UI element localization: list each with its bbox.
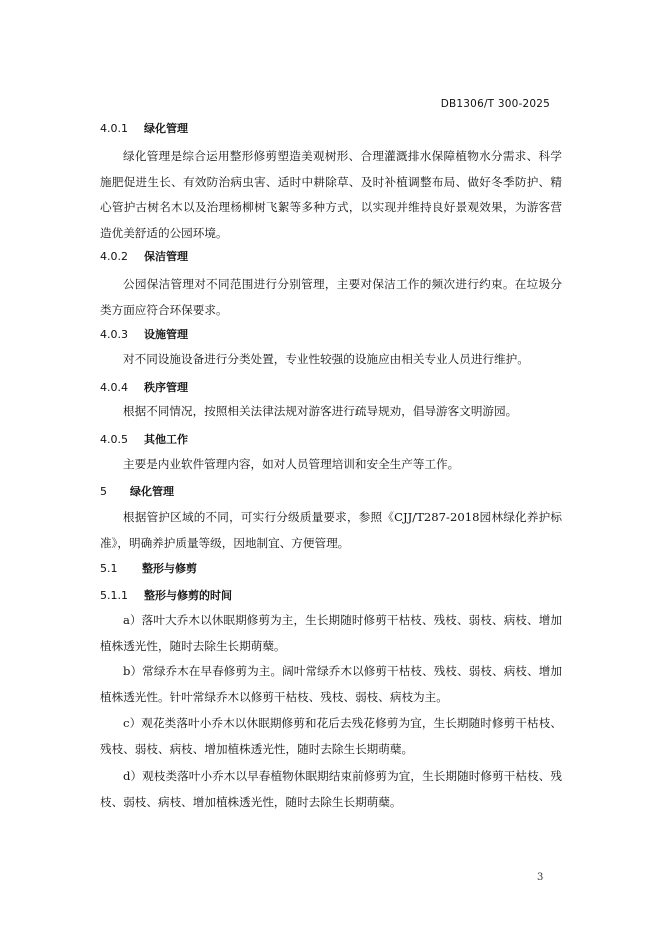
section-number: 4.0.1	[100, 122, 128, 135]
list-item-b: b）常绿乔木在早春修剪为主。阔叶常绿乔木以修剪干枯枝、残枝、弱枝、病枝、增加植株透光性。针叶常绿乔木以修剪干枯枝、残枝、弱枝、病枝为主。	[100, 664, 562, 704]
section-number: 4.0.2	[100, 250, 128, 263]
section-title: 整形与修剪的时间	[144, 589, 232, 602]
paragraph-facility-management: 对不同设施设备进行分类处置，专业性较强的设施应由相关专业人员进行维护。	[123, 352, 529, 366]
section-title: 整形与修剪	[142, 562, 197, 575]
paragraph-order-management: 根据不同情况，按照相关法律法规对游客进行疏导规劝，倡导游客文明游园。	[123, 404, 518, 418]
section-title: 绿化管理	[130, 485, 174, 498]
list-item-c: c）观花类落叶小乔木以休眠期修剪和花后去残花修剪为宜，生长期随时修剪干枯枝、残枝、弱枝、病枝、增加植株透光性，随时去除生长期萌蘖。	[100, 716, 562, 756]
paragraph-greening-grading: 根据管护区域的不同，可实行分级质量要求，参照《CJJ/T287-2018园林绿化养护标准》，明确养护质量等级，因地制宜、方便管理。	[100, 510, 562, 550]
section-title: 绿化管理	[144, 122, 188, 135]
section-number: 4.0.4	[100, 381, 128, 394]
list-item-d: d）观枝类落叶小乔木以早春植物休眠期结束前修剪为宜，生长期随时修剪干枯枝、残枝、弱枝、病枝、增加植株透光性，随时去除生长期萌蘖。	[100, 769, 562, 809]
section-heading-4-0-5	[100, 432, 562, 448]
section-heading-4-0-4	[100, 380, 562, 396]
paragraph-cleaning-management: 公园保洁管理对不同范围进行分别管理，主要对保洁工作的频次进行约束。在垃圾分类方面应符合环保要求。	[100, 277, 562, 317]
section-heading-5-1	[100, 561, 562, 577]
section-heading-4-0-1	[100, 121, 562, 137]
section-number: 4.0.5	[100, 433, 128, 446]
paragraph-greening-management: 绿化管理是综合运用整形修剪塑造美观树形、合理灌溉排水保障植物水分需求、科学施肥促进生长、有效防治病虫害、适时中耕除草、及时补植调整布局、做好冬季防护、精心管护古树名木以及治理杨柳树飞絮等多种方式，以实现并维持良好景观效果，为游客营造优美舒适的公园环境。	[100, 149, 562, 240]
section-number: 5.1.1	[100, 589, 128, 602]
section-title: 保洁管理	[144, 250, 188, 263]
section-heading-5	[100, 484, 562, 500]
section-number: 5	[100, 485, 107, 498]
list-item-a: a）落叶大乔木以休眠期修剪为主，生长期随时修剪干枯枝、残枝、弱枝、病枝、增加植株透光性，随时去除生长期萌蘖。	[100, 613, 562, 653]
section-title: 秩序管理	[144, 381, 188, 394]
section-number: 5.1	[100, 562, 118, 575]
section-number: 4.0.3	[100, 328, 128, 341]
page-number: 3	[537, 872, 544, 883]
section-title: 设施管理	[144, 328, 188, 341]
section-heading-4-0-2	[100, 249, 562, 265]
document-id-header: DB1306/T 300-2025	[440, 98, 550, 110]
section-heading-4-0-3	[100, 327, 562, 343]
paragraph-other-work: 主要是内业软件管理内容，如对人员管理培训和安全生产等工作。	[123, 457, 460, 471]
section-title: 其他工作	[144, 433, 188, 446]
section-heading-5-1-1	[100, 588, 562, 604]
